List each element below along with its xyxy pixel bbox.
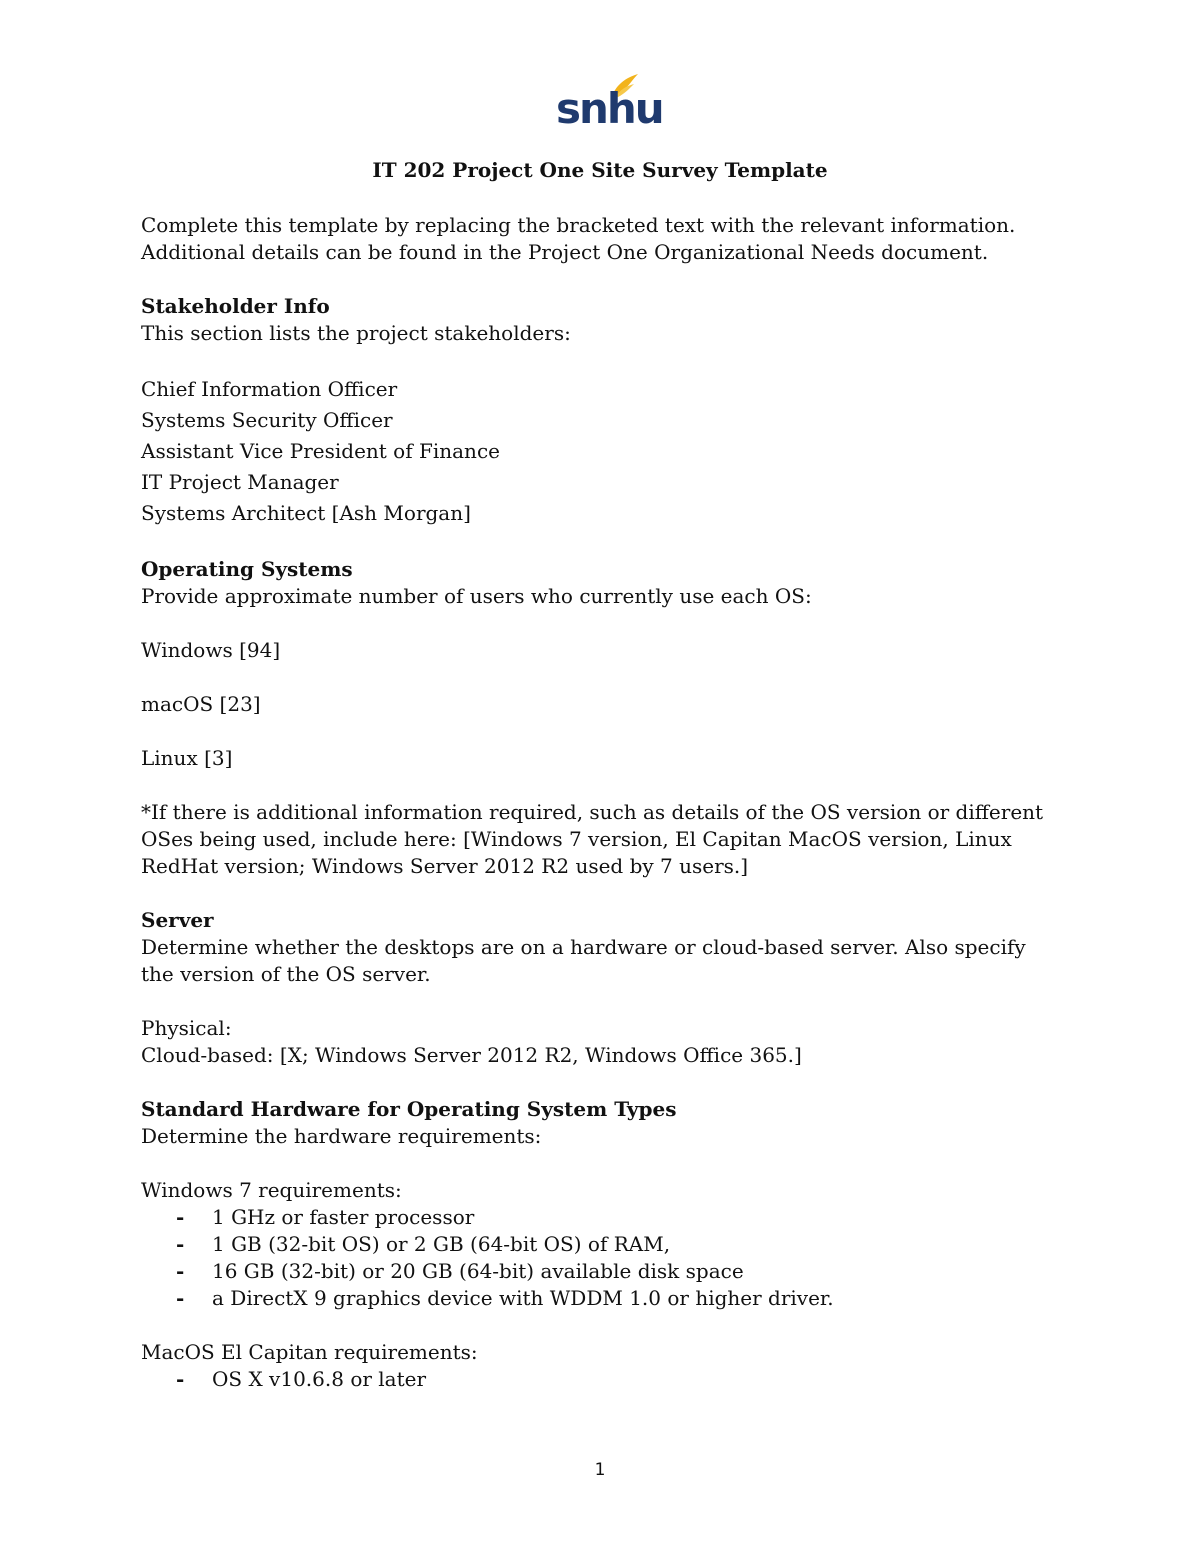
logo-text: snhu [556, 84, 663, 133]
stakeholder-description: This section lists the project stakeholders: [141, 321, 571, 345]
windows-requirements-list [141, 1204, 1061, 1312]
os-macos: macOS [23] [141, 692, 261, 716]
page-number: 1 [594, 1460, 606, 1480]
os-heading: Operating Systems [141, 557, 353, 581]
page-title: IT 202 Project One Site Survey Template [372, 158, 828, 182]
list-item: - 1 GHz or faster processor [141, 1204, 1061, 1231]
os-additional-info: *If there is additional information required, such as details of the OS version or different OSes being used, include here: [Windows 7 version, El Capitan MacOS version, Linux RedHat version; Windows Server 2012 R2 used by 7 users.] [141, 800, 1044, 878]
stakeholder-item: Chief Information Officer [141, 377, 398, 401]
mac-requirements-label: MacOS El Capitan requirements: [141, 1340, 478, 1364]
server-cloud: Cloud-based: [X; Windows Server 2012 R2, Windows Office 365.] [141, 1043, 802, 1067]
document-body [141, 212, 1061, 1393]
hardware-description: Determine the hardware requirements: [141, 1124, 542, 1148]
stakeholder-item: Assistant Vice President of Finance [141, 439, 500, 463]
server-description: Determine whether the desktops are on a hardware or cloud-based server. Also specify the version of the OS server. [141, 935, 1026, 986]
stakeholder-item: Systems Architect [Ash Morgan] [141, 501, 471, 525]
os-linux: Linux [3] [141, 746, 233, 770]
intro-paragraph: Complete this template by replacing the bracketed text with the relevant information. Additional details can be found in the Project One Organizational Needs document. [141, 213, 1016, 264]
list-item: - 1 GB (32-bit OS) or 2 GB (64-bit OS) of RAM, [141, 1231, 1061, 1258]
windows-requirements-label: Windows 7 requirements: [141, 1178, 402, 1202]
list-item: - a DirectX 9 graphics device with WDDM 1.0 or higher driver. [141, 1285, 1061, 1312]
snhu-logo [552, 72, 663, 134]
server-physical: Physical: [141, 1016, 232, 1040]
list-item: - OS X v10.6.8 or later [141, 1366, 1061, 1393]
os-windows: Windows [94] [141, 638, 281, 662]
mac-requirements-list [141, 1366, 1061, 1393]
stakeholder-heading: Stakeholder Info [141, 294, 330, 318]
stakeholder-item: Systems Security Officer [141, 408, 393, 432]
stakeholder-item: IT Project Manager [141, 470, 339, 494]
hardware-heading: Standard Hardware for Operating System Types [141, 1097, 677, 1121]
server-heading: Server [141, 908, 214, 932]
os-description: Provide approximate number of users who currently use each OS: [141, 584, 812, 608]
list-item: - 16 GB (32-bit) or 20 GB (64-bit) available disk space [141, 1258, 1061, 1285]
